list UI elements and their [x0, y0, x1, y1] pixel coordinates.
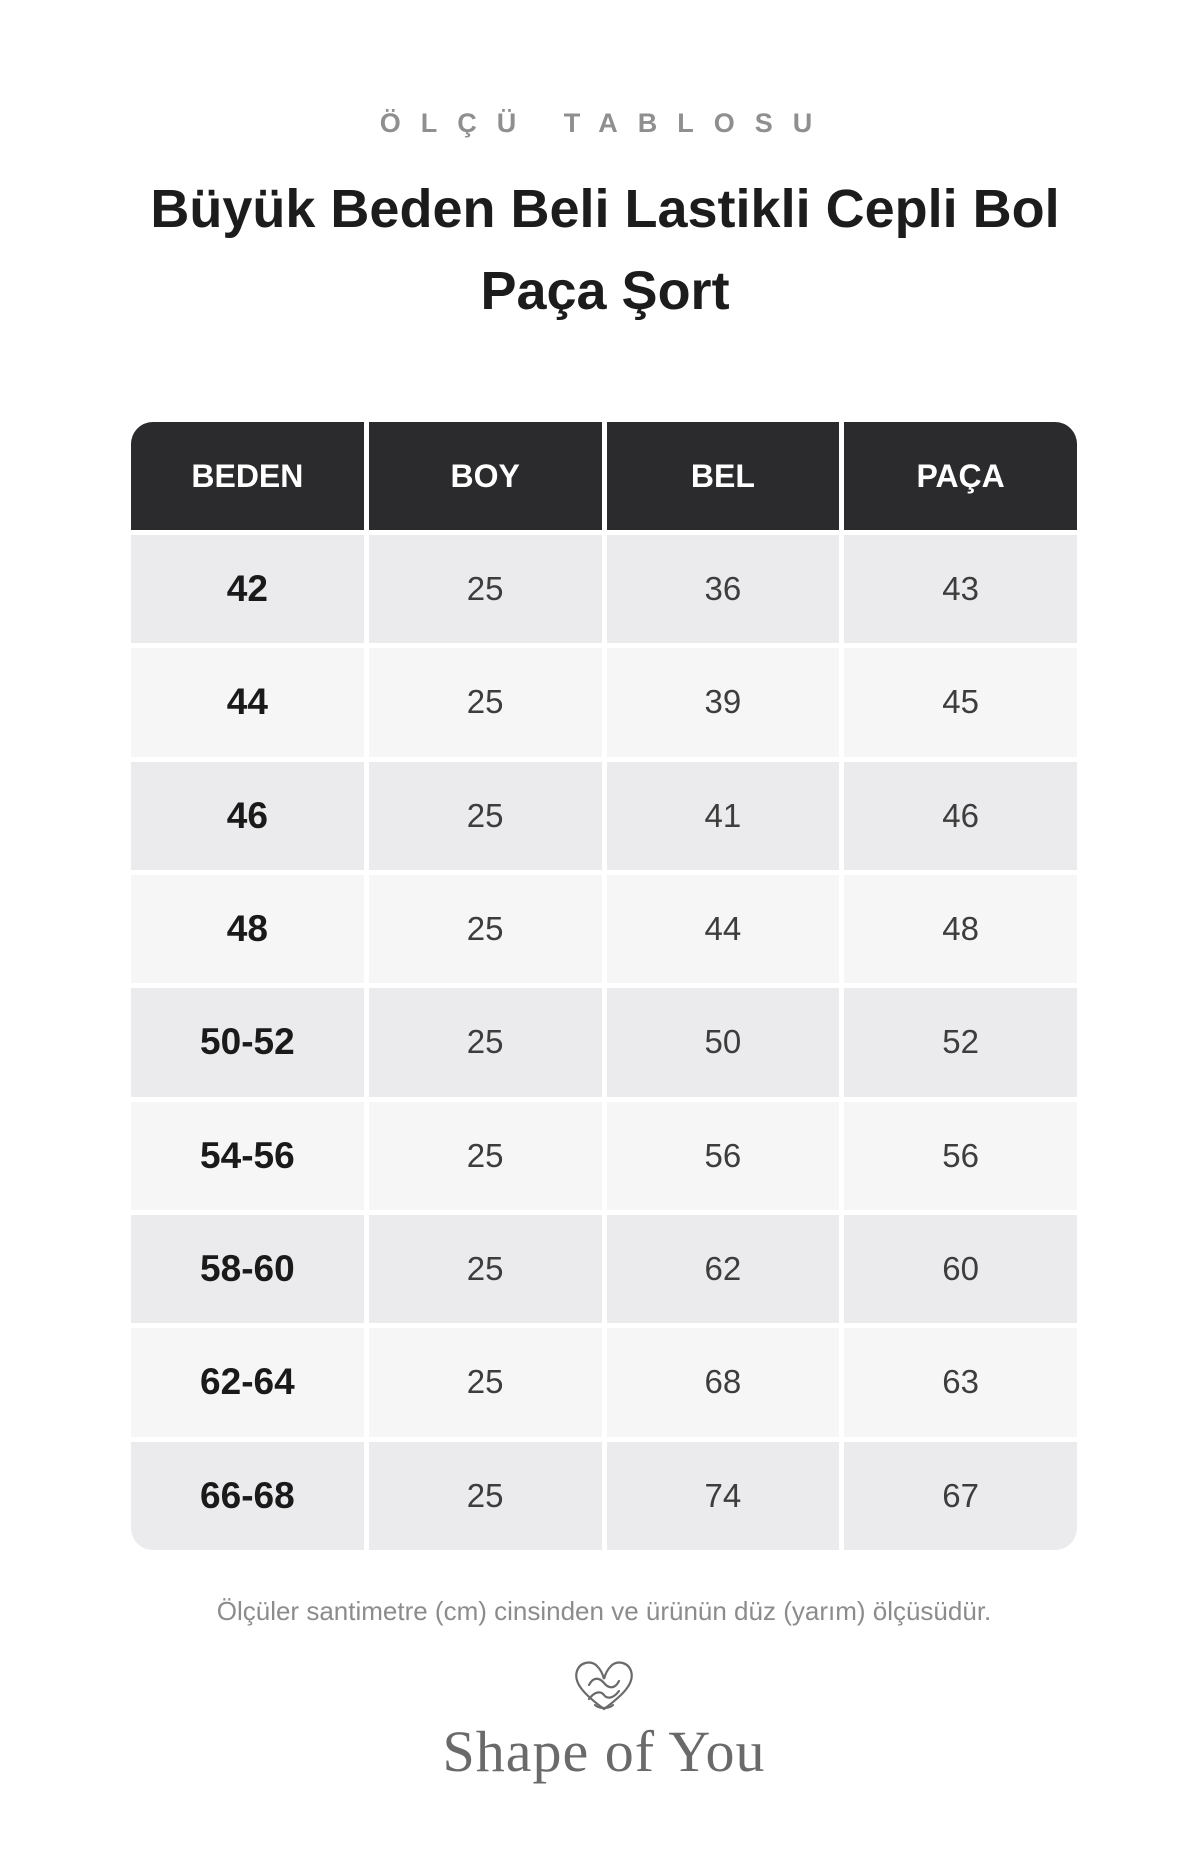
table-cell-boy: 25 [369, 988, 602, 1096]
table-cell-paca: 48 [844, 875, 1077, 983]
table-cell-bel: 68 [607, 1328, 840, 1436]
column-header-bel: BEL [607, 422, 840, 530]
table-cell-paca: 45 [844, 648, 1077, 756]
table-cell-bel: 44 [607, 875, 840, 983]
page-title: Büyük Beden Beli Lastikli Cepli Bol Paça Şort [150, 179, 1060, 321]
table-cell-boy: 25 [369, 1215, 602, 1323]
table-cell-paca: 56 [844, 1102, 1077, 1210]
table-cell-bel: 56 [607, 1102, 840, 1210]
table-cell-paca: 63 [844, 1328, 1077, 1436]
eyebrow-label: ÖLÇÜ TABLOSU [379, 108, 833, 138]
table-cell-boy: 25 [369, 1442, 602, 1550]
table-cell-beden: 44 [131, 648, 364, 756]
table-cell-boy: 25 [369, 1328, 602, 1436]
table-cell-bel: 50 [607, 988, 840, 1096]
table-cell-beden: 58-60 [131, 1215, 364, 1323]
table-cell-paca: 60 [844, 1215, 1077, 1323]
table-cell-boy: 25 [369, 762, 602, 870]
table-cell-paca: 52 [844, 988, 1077, 1096]
table-cell-beden: 46 [131, 762, 364, 870]
table-cell-boy: 25 [369, 1102, 602, 1210]
column-header-beden: BEDEN [131, 422, 364, 530]
table-cell-beden: 42 [131, 535, 364, 643]
table-cell-beden: 48 [131, 875, 364, 983]
table-cell-beden: 54-56 [131, 1102, 364, 1210]
table-cell-boy: 25 [369, 535, 602, 643]
brand-logo-text: Shape of You [442, 1719, 766, 1784]
table-cell-bel: 36 [607, 535, 840, 643]
table-cell-boy: 25 [369, 875, 602, 983]
size-table [131, 422, 1077, 1550]
table-cell-bel: 62 [607, 1215, 840, 1323]
column-header-boy: BOY [369, 422, 602, 530]
table-cell-bel: 39 [607, 648, 840, 756]
table-cell-beden: 62-64 [131, 1328, 364, 1436]
heart-knot-icon [565, 1655, 643, 1717]
column-header-paca: PAÇA [844, 422, 1077, 530]
table-cell-beden: 66-68 [131, 1442, 364, 1550]
table-cell-beden: 50-52 [131, 988, 364, 1096]
table-cell-paca: 43 [844, 535, 1077, 643]
table-cell-boy: 25 [369, 648, 602, 756]
table-cell-paca: 46 [844, 762, 1077, 870]
table-cell-paca: 67 [844, 1442, 1077, 1550]
table-cell-bel: 74 [607, 1442, 840, 1550]
table-cell-bel: 41 [607, 762, 840, 870]
measurement-note: Ölçüler santimetre (cm) cinsinden ve ürünün düz (yarım) ölçüsüdür. [216, 1596, 992, 1626]
